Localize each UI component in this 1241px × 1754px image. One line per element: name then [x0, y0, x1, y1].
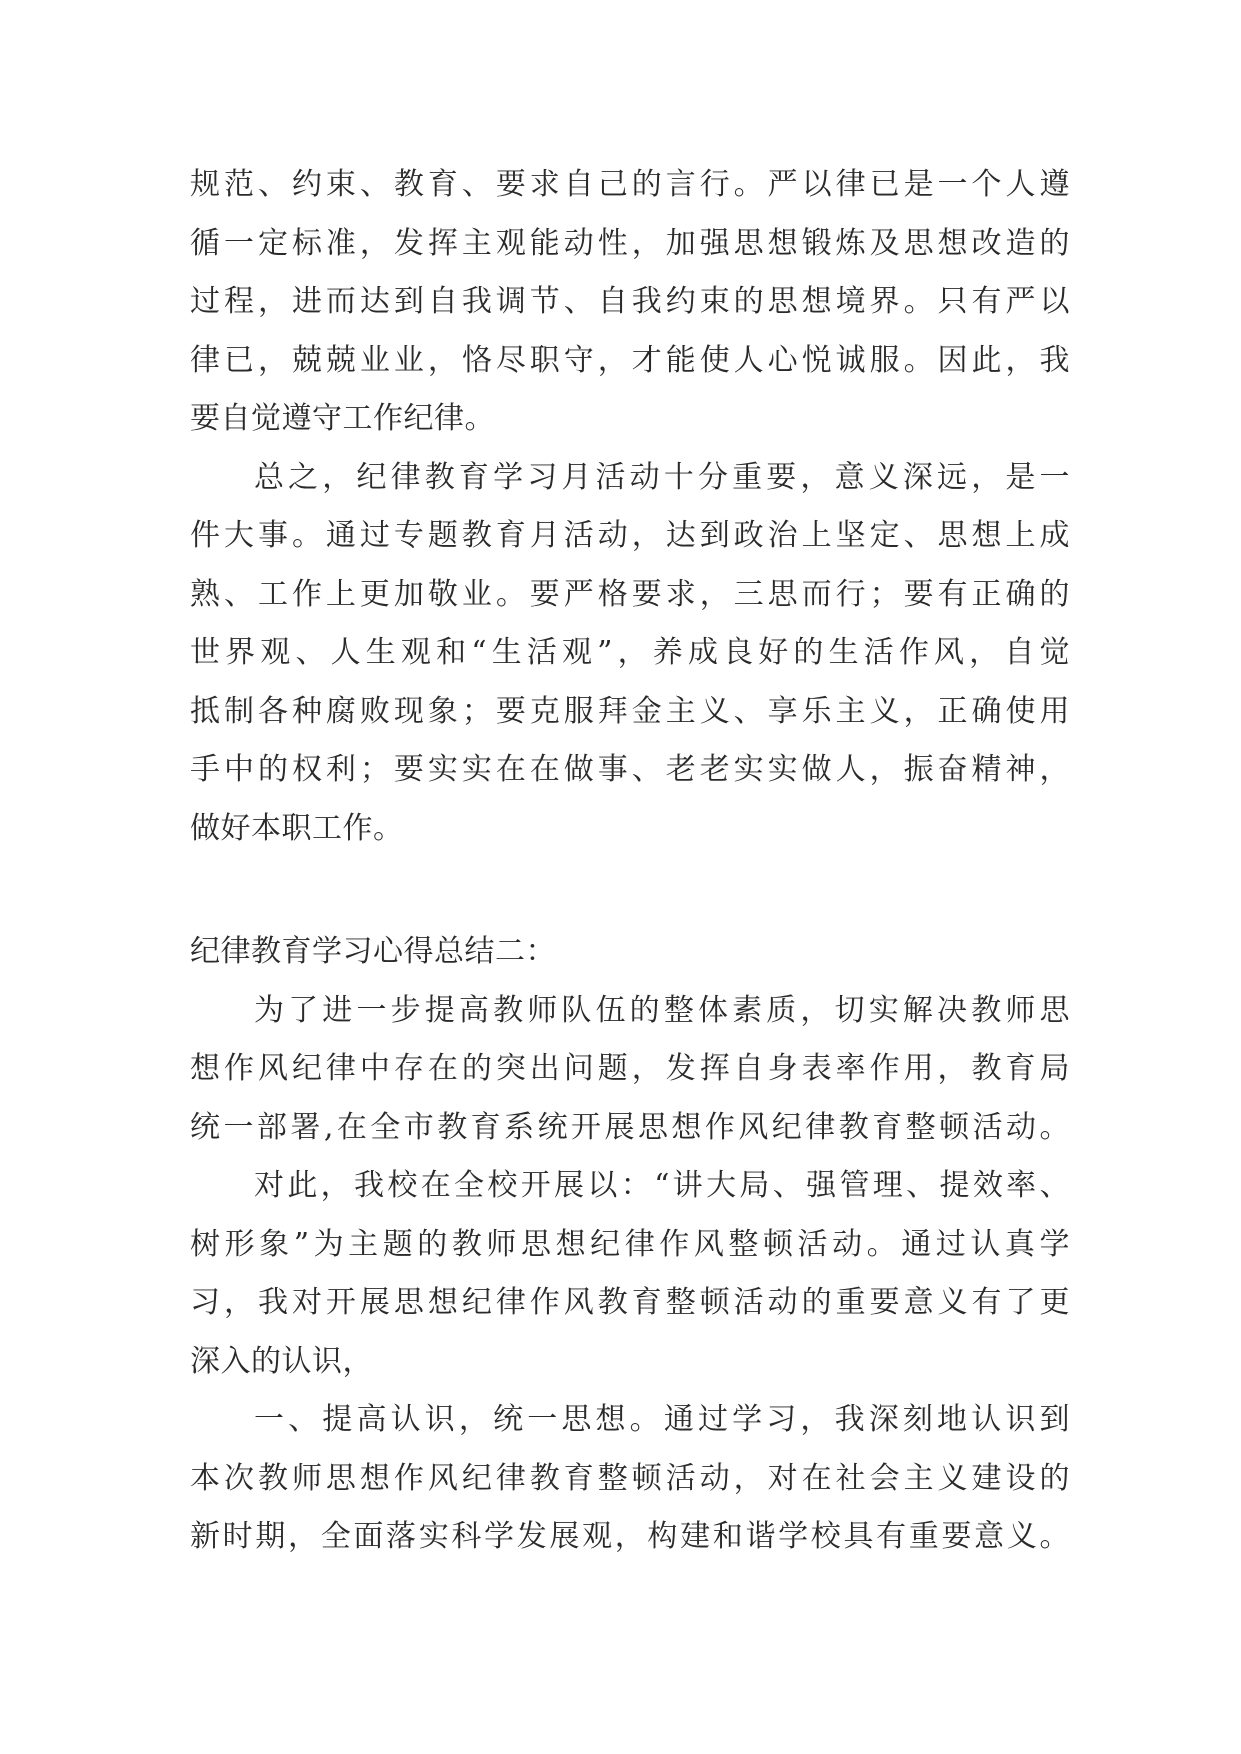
text-line: 本次教师思想作风纪律教育整顿活动，对在社会主义建设的 — [190, 1460, 1070, 1496]
text-line: 手中的权利；要实实在在做事、老老实实做人，振奋精神， — [190, 752, 1070, 787]
text-line: 循一定标准，发挥主观能动性，加强思想锻炼及思想改造的 — [190, 225, 1070, 261]
text-line: 一、提高认识，统一思想。通过学习，我深刻地认识到 — [254, 1402, 1070, 1437]
paragraph-self-discipline — [190, 156, 1070, 449]
text-line: 深入的认识， — [190, 1343, 373, 1379]
text-line: 律已，兢兢业业，恪尽职守，才能使人心悦诚服。因此，我 — [190, 342, 1070, 378]
text-line: 件大事。通过专题教育月活动，达到政治上坚定、思想上成 — [190, 518, 1070, 553]
text-line: 新时期，全面落实科学发展观，构建和谐学校具有重要意义。 — [190, 1519, 1070, 1554]
paragraph-conclusion — [190, 449, 1070, 859]
text-line: 总之，纪律教育学习月活动十分重要，意义深远，是一 — [254, 459, 1070, 495]
text-line: 习，我对开展思想纪律作风教育整顿活动的重要意义有了更 — [190, 1285, 1070, 1320]
text-line: 树形象”为主题的教师思想纪律作风整顿活动。通过认真学 — [190, 1226, 1070, 1262]
text-line: 过程，进而达到自我调节、自我约束的思想境界。只有严以 — [190, 284, 1070, 319]
text-line: 规范、约束、教育、要求自己的言行。严以律已是一个人遵 — [190, 167, 1070, 202]
paragraph-intro — [190, 982, 1070, 1158]
text-line: 对此，我校在全校开展以：“讲大局、强管理、提效率、 — [254, 1168, 1070, 1203]
text-line: 为了进一步提高教师队伍的整体素质，切实解决教师思 — [254, 992, 1070, 1028]
text-line: 世界观、人生观和“生活观”，养成良好的生活作风，自觉 — [190, 635, 1070, 670]
text-line: 要自觉遵守工作纪律。 — [190, 401, 495, 436]
text-line: 想作风纪律中存在的突出问题，发挥自身表率作用，教育局 — [190, 1051, 1070, 1086]
text-line: 做好本职工作。 — [190, 810, 404, 846]
paragraph-point-one — [190, 1391, 1070, 1567]
document-body — [190, 156, 1070, 1567]
paragraph-school-activity — [190, 1157, 1070, 1391]
text-line: 熟、工作上更加敬业。要严格要求，三思而行；要有正确的 — [190, 576, 1070, 612]
text-line: 统一部署,在全市教育系统开展思想作风纪律教育整顿活动。 — [190, 1109, 1070, 1145]
section-heading: 纪律教育学习心得总结二： — [190, 934, 556, 969]
section-spacer — [190, 858, 1070, 923]
text-line: 抵制各种腐败现象；要克服拜金主义、享乐主义，正确使用 — [190, 693, 1070, 729]
